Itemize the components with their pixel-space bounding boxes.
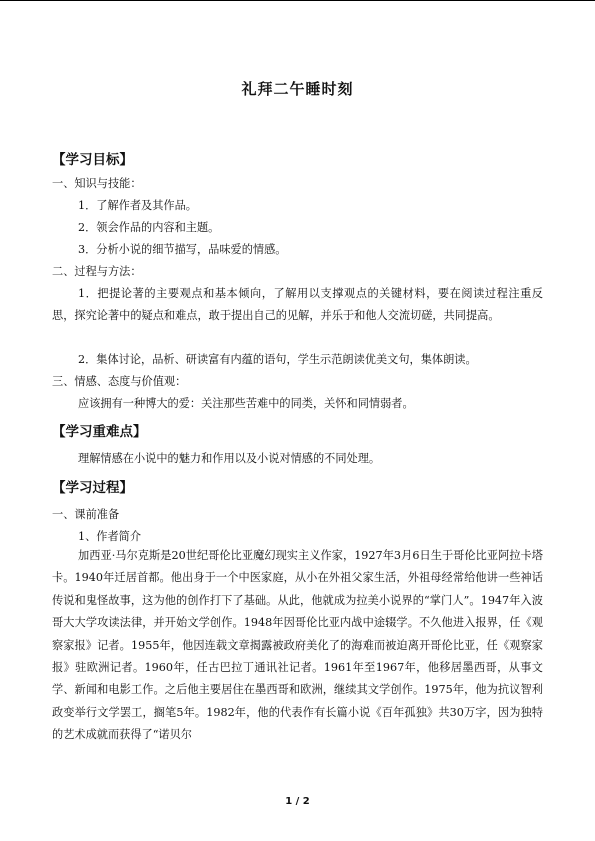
- knowledge-skills-title: 一、知识与技能：: [52, 177, 142, 190]
- author-biography: 加西亚·马尔克斯是20世纪哥伦比亚魔幻现实主义作家，1927年3月6日生于哥伦比亚阿拉卡塔卡。1940年迁居首都。他出身于一个中医家庭，从小在外祖父家生活，外祖母经常给他讲一些神话传说和鬼怪故事，这为他的创作打下了基础。从此，他就成为拉美小说界的“掌门人”。1947年入波哥大大学攻读法律，并开始文学创作。1948年因哥伦比亚内战中途辍学。不久他进入报界，任《观察家报》记者。1955年，他因连载文章揭露被政府美化了的海难而被迫离开哥伦比亚，任《观察家报》驻欧洲记者。1960年，任古巴拉丁通讯社记者。1961年至1967年，他移居墨西哥，从事文学、新闻和电影工作。之后他主要居住在墨西哥和欧洲，继续其文学创作。1975年，他为抗议智利政变举行文学罢工，搁笔5年。1982年，他的代表作有长篇小说《百年孤独》共30万字，因为独特的艺术成就而获得了“诺贝尔: [52, 549, 543, 742]
- emotion-values-text: 应该拥有一种博大的爱：关注那些苦难中的同类，关怀和同情弱者。: [78, 397, 414, 410]
- pre-class-title: 一、课前准备: [52, 508, 120, 521]
- process-methods-item-1: 1．把提论著的主要观点和基本倾向，了解用以支撑观点的关键材料，要在阅读过程注重反思，探究论著中的疑点和难点，敢于提出自己的见解，并乐于和他人交流切磋，共同提高。: [52, 287, 543, 323]
- heading-learning-objectives: 【学习目标】: [52, 152, 133, 168]
- process-methods-title: 二、过程与方法：: [52, 265, 142, 278]
- page-number: 1 / 2: [285, 796, 310, 807]
- list-item: 1．了解作者及其作品。: [78, 199, 197, 212]
- heading-learning-process: 【学习过程】: [52, 480, 133, 496]
- process-methods-item-2: 2．集体讨论，品析、研读富有内蕴的语句，学生示范朗读优美文句，集体朗读。: [78, 353, 477, 366]
- page-title: 礼拜二午睡时刻: [241, 80, 354, 98]
- list-item: 3．分析小说的细节描写，品味爱的情感。: [78, 243, 287, 256]
- list-item: 2．领会作品的内容和主题。: [78, 221, 220, 234]
- heading-key-points: 【学习重难点】: [52, 424, 147, 440]
- author-intro-title: 1、作者简介: [78, 530, 142, 543]
- key-points-text: 理解情感在小说中的魅力和作用以及小说对情感的不同处理。: [78, 452, 381, 465]
- emotion-values-title: 三、情感、态度与价值观：: [52, 375, 187, 388]
